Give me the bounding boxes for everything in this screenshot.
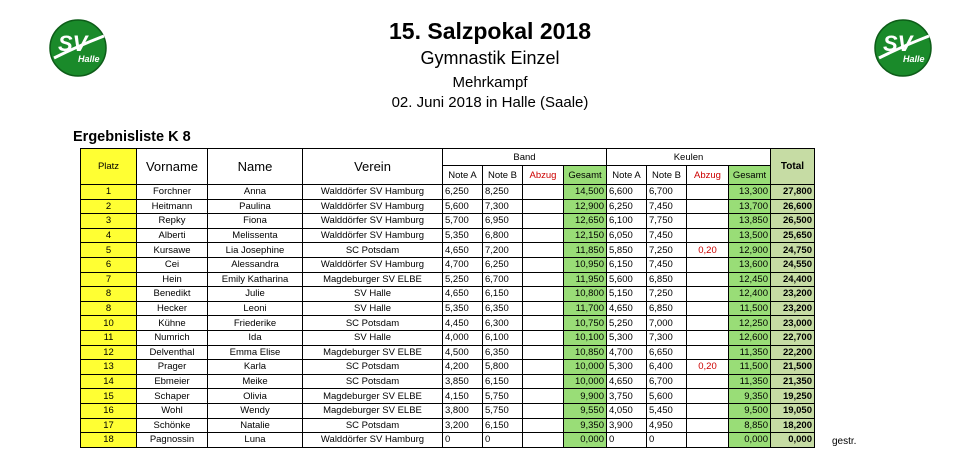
cell-band-note-a: 5,600 bbox=[443, 199, 483, 214]
cell-vorname: Benedikt bbox=[137, 287, 208, 302]
col-keulen-gesamt: Gesamt bbox=[729, 166, 771, 185]
cell-vorname: Forchner bbox=[137, 185, 208, 200]
cell-keulen-gesamt: 13,700 bbox=[729, 199, 771, 214]
cell-band-gesamt: 9,550 bbox=[564, 403, 607, 418]
cell-name: Lia Josephine bbox=[208, 243, 303, 258]
cell-vorname: Hecker bbox=[137, 301, 208, 316]
cell-platz: 2 bbox=[81, 199, 137, 214]
cell-band-note-a: 4,000 bbox=[443, 330, 483, 345]
cell-platz: 6 bbox=[81, 257, 137, 272]
cell-keulen-gesamt: 13,500 bbox=[729, 228, 771, 243]
cell-band-abzug bbox=[523, 418, 564, 433]
cell-platz: 18 bbox=[81, 433, 137, 448]
cell-keulen-note-b: 7,450 bbox=[647, 199, 687, 214]
cell-keulen-gesamt: 12,900 bbox=[729, 243, 771, 258]
cell-keulen-note-b: 6,850 bbox=[647, 272, 687, 287]
cell-platz: 11 bbox=[81, 330, 137, 345]
cell-keulen-abzug bbox=[687, 228, 729, 243]
cell-total: 22,700 bbox=[771, 330, 815, 345]
results-table bbox=[80, 148, 815, 448]
cell-band-gesamt: 10,000 bbox=[564, 374, 607, 389]
col-keulen-note-b: Note B bbox=[647, 166, 687, 185]
page-subtitle: Gymnastik Einzel bbox=[420, 48, 560, 68]
cell-verein: Magdeburger SV ELBE bbox=[303, 403, 443, 418]
cell-keulen-note-b: 7,450 bbox=[647, 257, 687, 272]
cell-keulen-gesamt: 11,500 bbox=[729, 360, 771, 375]
cell-platz: 8 bbox=[81, 301, 137, 316]
cell-keulen-abzug bbox=[687, 214, 729, 229]
cell-keulen-abzug bbox=[687, 374, 729, 389]
cell-platz: 16 bbox=[81, 403, 137, 418]
cell-platz: 10 bbox=[81, 316, 137, 331]
cell-band-note-a: 4,150 bbox=[443, 389, 483, 404]
cell-name: Julie bbox=[208, 287, 303, 302]
cell-keulen-abzug bbox=[687, 345, 729, 360]
cell-band-abzug bbox=[523, 345, 564, 360]
cell-band-gesamt: 11,850 bbox=[564, 243, 607, 258]
cell-keulen-note-b: 6,850 bbox=[647, 301, 687, 316]
table-row bbox=[81, 360, 815, 375]
cell-name: Ida bbox=[208, 330, 303, 345]
cell-total: 0,000 bbox=[771, 433, 815, 448]
cell-platz: 8 bbox=[81, 287, 137, 302]
cell-band-note-b: 5,750 bbox=[483, 389, 523, 404]
cell-band-note-a: 4,650 bbox=[443, 287, 483, 302]
logo-sub: Halle bbox=[903, 54, 925, 64]
cell-keulen-abzug bbox=[687, 301, 729, 316]
cell-band-gesamt: 10,800 bbox=[564, 287, 607, 302]
footnote-gestr: gestr. bbox=[832, 436, 857, 447]
table-row bbox=[81, 316, 815, 331]
cell-band-note-b: 5,750 bbox=[483, 403, 523, 418]
cell-keulen-gesamt: 12,450 bbox=[729, 272, 771, 287]
cell-keulen-note-a: 5,150 bbox=[607, 287, 647, 302]
cell-keulen-abzug bbox=[687, 403, 729, 418]
cell-band-note-b: 6,350 bbox=[483, 301, 523, 316]
cell-band-note-a: 4,450 bbox=[443, 316, 483, 331]
cell-keulen-note-b: 7,300 bbox=[647, 330, 687, 345]
cell-total: 21,500 bbox=[771, 360, 815, 375]
cell-band-note-b: 7,300 bbox=[483, 199, 523, 214]
cell-band-abzug bbox=[523, 389, 564, 404]
cell-band-note-a: 3,200 bbox=[443, 418, 483, 433]
cell-keulen-gesamt: 11,350 bbox=[729, 374, 771, 389]
cell-keulen-abzug: 0,20 bbox=[687, 360, 729, 375]
cell-keulen-abzug bbox=[687, 433, 729, 448]
cell-platz: 17 bbox=[81, 418, 137, 433]
col-band-abzug: Abzug bbox=[523, 166, 564, 185]
cell-name: Friederike bbox=[208, 316, 303, 331]
cell-band-note-a: 6,250 bbox=[443, 185, 483, 200]
cell-total: 24,550 bbox=[771, 257, 815, 272]
event-date: 02. Juni 2018 in Halle (Saale) bbox=[391, 94, 589, 111]
cell-band-note-a: 4,700 bbox=[443, 257, 483, 272]
table-row bbox=[81, 287, 815, 302]
cell-total: 26,600 bbox=[771, 199, 815, 214]
cell-band-note-b: 0 bbox=[483, 433, 523, 448]
table-row bbox=[81, 301, 815, 316]
cell-keulen-note-a: 6,100 bbox=[607, 214, 647, 229]
cell-verein: Magdeburger SV ELBE bbox=[303, 272, 443, 287]
cell-keulen-note-b: 7,450 bbox=[647, 228, 687, 243]
col-total: Total bbox=[771, 149, 815, 185]
cell-vorname: Repky bbox=[137, 214, 208, 229]
cell-band-gesamt: 10,850 bbox=[564, 345, 607, 360]
logo-text: SV bbox=[883, 31, 913, 56]
cell-band-note-b: 8,250 bbox=[483, 185, 523, 200]
cell-keulen-note-b: 6,700 bbox=[647, 185, 687, 200]
cell-name: Natalie bbox=[208, 418, 303, 433]
table-row bbox=[81, 185, 815, 200]
header-row-group bbox=[81, 149, 815, 166]
cell-keulen-note-b: 4,950 bbox=[647, 418, 687, 433]
cell-band-note-a: 3,850 bbox=[443, 374, 483, 389]
cell-keulen-abzug bbox=[687, 272, 729, 287]
cell-band-gesamt: 14,500 bbox=[564, 185, 607, 200]
cell-keulen-abzug bbox=[687, 418, 729, 433]
col-keulen-abzug: Abzug bbox=[687, 166, 729, 185]
cell-keulen-note-a: 6,600 bbox=[607, 185, 647, 200]
cell-vorname: Alberti bbox=[137, 228, 208, 243]
col-band-note-a: Note A bbox=[443, 166, 483, 185]
cell-keulen-note-a: 5,300 bbox=[607, 360, 647, 375]
cell-keulen-note-a: 0 bbox=[607, 433, 647, 448]
cell-keulen-gesamt: 0,000 bbox=[729, 433, 771, 448]
cell-vorname: Heitmann bbox=[137, 199, 208, 214]
cell-keulen-note-a: 4,700 bbox=[607, 345, 647, 360]
cell-band-note-b: 6,250 bbox=[483, 257, 523, 272]
col-platz: Platz bbox=[81, 149, 137, 185]
cell-band-gesamt: 9,900 bbox=[564, 389, 607, 404]
cell-band-note-b: 6,100 bbox=[483, 330, 523, 345]
cell-verein: SC Potsdam bbox=[303, 374, 443, 389]
cell-name: Luna bbox=[208, 433, 303, 448]
table-row bbox=[81, 214, 815, 229]
cell-vorname: Delventhal bbox=[137, 345, 208, 360]
cell-keulen-note-a: 5,600 bbox=[607, 272, 647, 287]
cell-band-abzug bbox=[523, 214, 564, 229]
cell-band-note-b: 6,950 bbox=[483, 214, 523, 229]
cell-vorname: Kühne bbox=[137, 316, 208, 331]
cell-band-note-b: 6,800 bbox=[483, 228, 523, 243]
cell-vorname: Ebmeier bbox=[137, 374, 208, 389]
cell-total: 22,200 bbox=[771, 345, 815, 360]
cell-band-note-b: 6,350 bbox=[483, 345, 523, 360]
cell-verein: Magdeburger SV ELBE bbox=[303, 345, 443, 360]
cell-keulen-note-a: 3,750 bbox=[607, 389, 647, 404]
table-row bbox=[81, 257, 815, 272]
cell-platz: 13 bbox=[81, 360, 137, 375]
col-vorname: Vorname bbox=[137, 149, 208, 185]
cell-band-gesamt: 11,700 bbox=[564, 301, 607, 316]
cell-total: 23,200 bbox=[771, 287, 815, 302]
cell-name: Melissenta bbox=[208, 228, 303, 243]
cell-band-gesamt: 12,900 bbox=[564, 199, 607, 214]
cell-band-note-a: 4,650 bbox=[443, 243, 483, 258]
cell-band-abzug bbox=[523, 287, 564, 302]
cell-keulen-abzug bbox=[687, 199, 729, 214]
cell-name: Karla bbox=[208, 360, 303, 375]
cell-verein: Walddörfer SV Hamburg bbox=[303, 185, 443, 200]
table-row bbox=[81, 389, 815, 404]
logo-sub: Halle bbox=[78, 54, 100, 64]
cell-band-note-a: 5,350 bbox=[443, 228, 483, 243]
cell-verein: Magdeburger SV ELBE bbox=[303, 389, 443, 404]
cell-keulen-gesamt: 12,400 bbox=[729, 287, 771, 302]
cell-band-gesamt: 10,100 bbox=[564, 330, 607, 345]
cell-keulen-note-a: 6,050 bbox=[607, 228, 647, 243]
cell-total: 18,200 bbox=[771, 418, 815, 433]
table-row bbox=[81, 199, 815, 214]
table-row bbox=[81, 243, 815, 258]
cell-band-note-b: 5,800 bbox=[483, 360, 523, 375]
cell-keulen-note-a: 6,250 bbox=[607, 199, 647, 214]
cell-verein: Walddörfer SV Hamburg bbox=[303, 214, 443, 229]
cell-band-abzug bbox=[523, 360, 564, 375]
cell-keulen-gesamt: 11,350 bbox=[729, 345, 771, 360]
cell-vorname: Numrich bbox=[137, 330, 208, 345]
col-verein: Verein bbox=[303, 149, 443, 185]
cell-band-abzug bbox=[523, 185, 564, 200]
col-name: Name bbox=[208, 149, 303, 185]
table-row bbox=[81, 418, 815, 433]
cell-total: 23,000 bbox=[771, 316, 815, 331]
cell-keulen-abzug bbox=[687, 185, 729, 200]
cell-band-note-b: 6,700 bbox=[483, 272, 523, 287]
cell-vorname: Hein bbox=[137, 272, 208, 287]
cell-keulen-note-b: 7,000 bbox=[647, 316, 687, 331]
cell-band-gesamt: 0,000 bbox=[564, 433, 607, 448]
cell-platz: 15 bbox=[81, 389, 137, 404]
group-band: Band bbox=[443, 149, 607, 166]
col-band-note-b: Note B bbox=[483, 166, 523, 185]
cell-band-note-b: 7,200 bbox=[483, 243, 523, 258]
cell-name: Wendy bbox=[208, 403, 303, 418]
discipline-label: Mehrkampf bbox=[452, 74, 528, 91]
cell-band-abzug bbox=[523, 316, 564, 331]
cell-band-abzug bbox=[523, 403, 564, 418]
cell-total: 24,750 bbox=[771, 243, 815, 258]
table-row bbox=[81, 403, 815, 418]
cell-name: Anna bbox=[208, 185, 303, 200]
cell-band-gesamt: 9,350 bbox=[564, 418, 607, 433]
cell-band-note-a: 4,500 bbox=[443, 345, 483, 360]
cell-keulen-note-a: 6,150 bbox=[607, 257, 647, 272]
cell-vorname: Cei bbox=[137, 257, 208, 272]
cell-name: Fiona bbox=[208, 214, 303, 229]
cell-keulen-note-b: 7,750 bbox=[647, 214, 687, 229]
cell-verein: Walddörfer SV Hamburg bbox=[303, 433, 443, 448]
table-row bbox=[81, 228, 815, 243]
cell-keulen-gesamt: 9,500 bbox=[729, 403, 771, 418]
results-list-title: Ergebnisliste K 8 bbox=[73, 129, 191, 145]
cell-vorname: Prager bbox=[137, 360, 208, 375]
cell-keulen-note-a: 3,900 bbox=[607, 418, 647, 433]
cell-band-note-b: 6,150 bbox=[483, 374, 523, 389]
cell-verein: Walddörfer SV Hamburg bbox=[303, 257, 443, 272]
cell-total: 23,200 bbox=[771, 301, 815, 316]
cell-band-abzug bbox=[523, 374, 564, 389]
cell-name: Meike bbox=[208, 374, 303, 389]
cell-total: 27,800 bbox=[771, 185, 815, 200]
cell-band-note-a: 5,350 bbox=[443, 301, 483, 316]
cell-name: Alessandra bbox=[208, 257, 303, 272]
cell-total: 19,250 bbox=[771, 389, 815, 404]
cell-band-note-a: 3,800 bbox=[443, 403, 483, 418]
cell-keulen-note-b: 5,600 bbox=[647, 389, 687, 404]
cell-keulen-gesamt: 11,500 bbox=[729, 301, 771, 316]
cell-keulen-note-b: 7,250 bbox=[647, 287, 687, 302]
cell-verein: Walddörfer SV Hamburg bbox=[303, 228, 443, 243]
cell-total: 24,400 bbox=[771, 272, 815, 287]
cell-verein: SC Potsdam bbox=[303, 418, 443, 433]
cell-total: 26,500 bbox=[771, 214, 815, 229]
cell-vorname: Schaper bbox=[137, 389, 208, 404]
cell-keulen-abzug bbox=[687, 316, 729, 331]
cell-verein: SV Halle bbox=[303, 330, 443, 345]
cell-verein: SV Halle bbox=[303, 301, 443, 316]
cell-band-abzug bbox=[523, 433, 564, 448]
table-row bbox=[81, 433, 815, 448]
logo-text: SV bbox=[58, 31, 88, 56]
cell-band-abzug bbox=[523, 330, 564, 345]
cell-band-gesamt: 11,950 bbox=[564, 272, 607, 287]
cell-name: Paulina bbox=[208, 199, 303, 214]
cell-keulen-gesamt: 9,350 bbox=[729, 389, 771, 404]
cell-verein: SC Potsdam bbox=[303, 360, 443, 375]
table-row bbox=[81, 272, 815, 287]
cell-keulen-note-b: 6,650 bbox=[647, 345, 687, 360]
cell-band-abzug bbox=[523, 228, 564, 243]
cell-band-note-a: 4,200 bbox=[443, 360, 483, 375]
cell-keulen-note-a: 4,650 bbox=[607, 301, 647, 316]
cell-band-note-a: 0 bbox=[443, 433, 483, 448]
cell-keulen-abzug bbox=[687, 330, 729, 345]
table-row bbox=[81, 374, 815, 389]
cell-total: 25,650 bbox=[771, 228, 815, 243]
cell-keulen-abzug: 0,20 bbox=[687, 243, 729, 258]
cell-vorname: Kursawe bbox=[137, 243, 208, 258]
cell-band-gesamt: 10,750 bbox=[564, 316, 607, 331]
cell-band-gesamt: 12,150 bbox=[564, 228, 607, 243]
cell-keulen-note-b: 0 bbox=[647, 433, 687, 448]
cell-band-gesamt: 10,000 bbox=[564, 360, 607, 375]
cell-keulen-note-a: 5,850 bbox=[607, 243, 647, 258]
cell-platz: 7 bbox=[81, 272, 137, 287]
cell-platz: 5 bbox=[81, 243, 137, 258]
cell-keulen-note-b: 6,700 bbox=[647, 374, 687, 389]
cell-name: Leoni bbox=[208, 301, 303, 316]
cell-keulen-note-a: 5,300 bbox=[607, 330, 647, 345]
cell-keulen-note-b: 7,250 bbox=[647, 243, 687, 258]
cell-band-abzug bbox=[523, 301, 564, 316]
cell-keulen-note-a: 4,050 bbox=[607, 403, 647, 418]
cell-name: Emma Elise bbox=[208, 345, 303, 360]
cell-keulen-gesamt: 12,600 bbox=[729, 330, 771, 345]
cell-band-note-a: 5,700 bbox=[443, 214, 483, 229]
cell-name: Olivia bbox=[208, 389, 303, 404]
cell-verein: SV Halle bbox=[303, 287, 443, 302]
col-keulen-note-a: Note A bbox=[607, 166, 647, 185]
cell-keulen-note-b: 6,400 bbox=[647, 360, 687, 375]
cell-platz: 3 bbox=[81, 214, 137, 229]
cell-band-note-b: 6,150 bbox=[483, 287, 523, 302]
page-title: 15. Salzpokal 2018 bbox=[388, 18, 591, 44]
cell-band-abzug bbox=[523, 243, 564, 258]
cell-name: Emily Katharina bbox=[208, 272, 303, 287]
cell-verein: SC Potsdam bbox=[303, 316, 443, 331]
cell-keulen-abzug bbox=[687, 287, 729, 302]
cell-keulen-abzug bbox=[687, 257, 729, 272]
group-keulen: Keulen bbox=[607, 149, 771, 166]
cell-platz: 1 bbox=[81, 185, 137, 200]
col-band-gesamt: Gesamt bbox=[564, 166, 607, 185]
cell-platz: 4 bbox=[81, 228, 137, 243]
cell-band-note-a: 5,250 bbox=[443, 272, 483, 287]
cell-band-abzug bbox=[523, 257, 564, 272]
cell-band-gesamt: 10,950 bbox=[564, 257, 607, 272]
cell-total: 19,050 bbox=[771, 403, 815, 418]
cell-vorname: Schönke bbox=[137, 418, 208, 433]
cell-band-note-b: 6,150 bbox=[483, 418, 523, 433]
cell-band-abzug bbox=[523, 199, 564, 214]
cell-platz: 12 bbox=[81, 345, 137, 360]
cell-keulen-gesamt: 13,600 bbox=[729, 257, 771, 272]
cell-vorname: Wohl bbox=[137, 403, 208, 418]
cell-vorname: Pagnossin bbox=[137, 433, 208, 448]
cell-band-gesamt: 12,650 bbox=[564, 214, 607, 229]
cell-keulen-abzug bbox=[687, 389, 729, 404]
cell-keulen-gesamt: 13,300 bbox=[729, 185, 771, 200]
cell-band-note-b: 6,300 bbox=[483, 316, 523, 331]
cell-keulen-gesamt: 12,250 bbox=[729, 316, 771, 331]
cell-keulen-gesamt: 8,850 bbox=[729, 418, 771, 433]
cell-keulen-gesamt: 13,850 bbox=[729, 214, 771, 229]
cell-keulen-note-a: 5,250 bbox=[607, 316, 647, 331]
cell-band-abzug bbox=[523, 272, 564, 287]
cell-keulen-note-a: 4,650 bbox=[607, 374, 647, 389]
cell-verein: SC Potsdam bbox=[303, 243, 443, 258]
cell-total: 21,350 bbox=[771, 374, 815, 389]
table-row bbox=[81, 330, 815, 345]
cell-keulen-note-b: 5,450 bbox=[647, 403, 687, 418]
cell-platz: 14 bbox=[81, 374, 137, 389]
cell-verein: Walddörfer SV Hamburg bbox=[303, 199, 443, 214]
table-row bbox=[81, 345, 815, 360]
